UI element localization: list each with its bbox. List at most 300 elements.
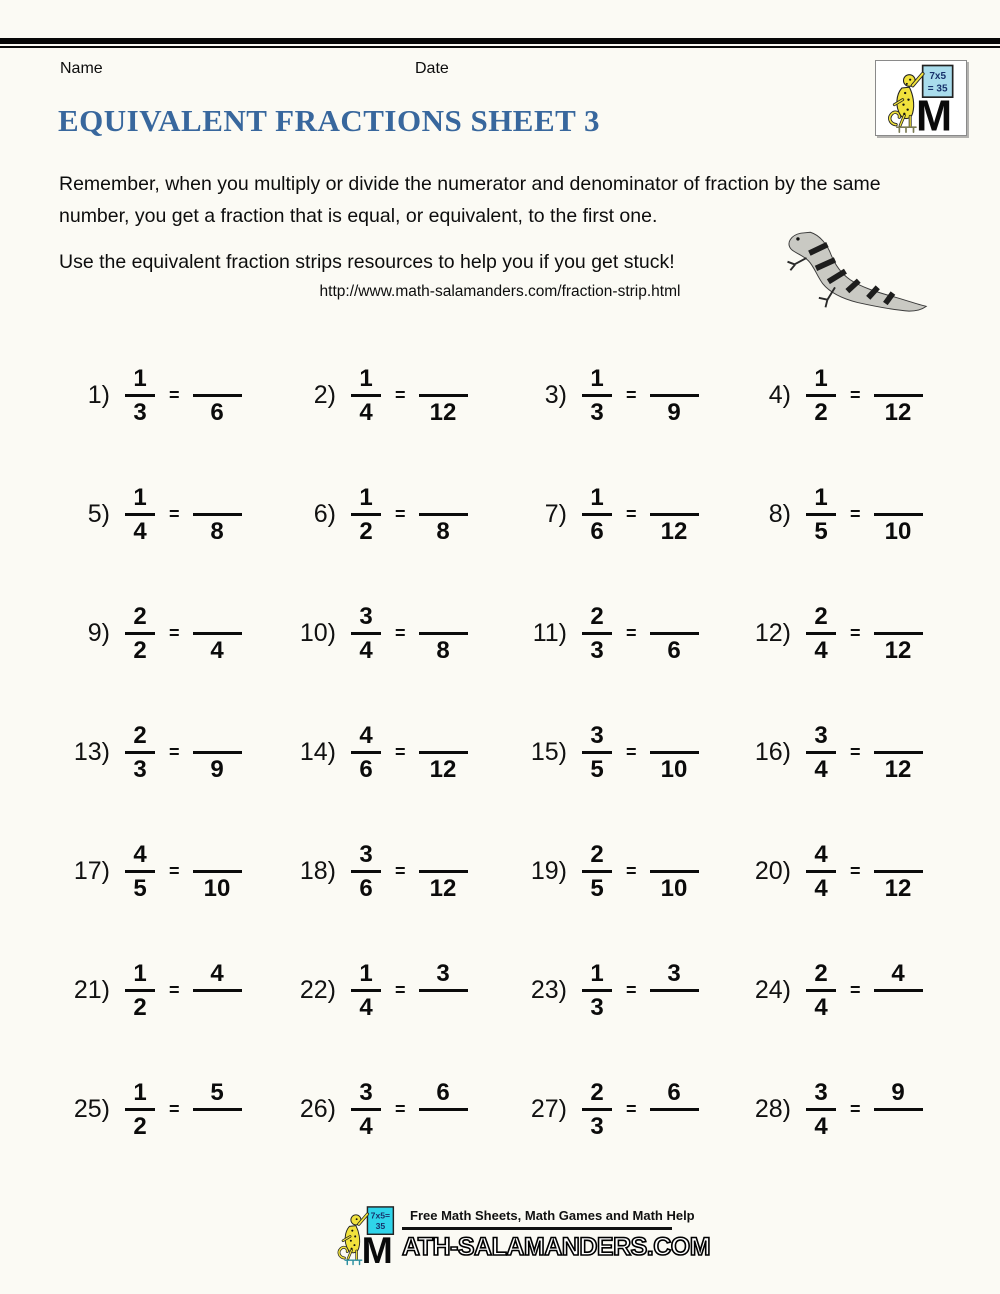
- problem-item: [58, 693, 284, 812]
- problem-label: 23): [530, 976, 567, 1004]
- fraction-bar: [125, 1108, 155, 1111]
- fraction-numerator: 3: [814, 1079, 828, 1106]
- fraction-bar: [125, 751, 155, 754]
- answer-fraction: [193, 1079, 242, 1140]
- problem-item: [515, 1050, 739, 1169]
- problem-label: 19): [530, 857, 567, 885]
- answer-fraction: [193, 365, 242, 426]
- problem-item: [58, 336, 284, 455]
- problem-label: 9): [87, 619, 110, 647]
- answer-fraction: [874, 722, 923, 783]
- given-fraction: [806, 841, 836, 902]
- answer-denominator: 6: [210, 399, 224, 426]
- answer-fraction: [193, 722, 242, 783]
- given-fraction: [582, 841, 612, 902]
- problem-item: [58, 1050, 284, 1169]
- given-fraction: [351, 722, 381, 783]
- problem-label: 16): [754, 738, 791, 766]
- answer-fraction: [419, 722, 468, 783]
- fraction-bar: [806, 989, 836, 992]
- given-fraction: [125, 960, 155, 1021]
- answer-blank-line: [193, 632, 242, 635]
- answer-denominator: 12: [884, 756, 912, 783]
- answer-blank-line: [874, 989, 923, 992]
- answer-blank-line: [419, 751, 468, 754]
- fraction-bar: [582, 632, 612, 635]
- fraction-denominator: 3: [590, 637, 604, 664]
- given-fraction: [351, 365, 381, 426]
- fraction-bar: [806, 1108, 836, 1111]
- problem-item: [58, 574, 284, 693]
- fraction-numerator: 1: [133, 484, 147, 511]
- fraction-bar: [351, 394, 381, 397]
- fraction-denominator: 5: [590, 875, 604, 902]
- page-title: EQUIVALENT FRACTIONS SHEET 3: [58, 103, 601, 138]
- equals-sign: =: [850, 861, 861, 881]
- fraction-bar: [125, 632, 155, 635]
- given-fraction: [806, 365, 836, 426]
- problem-label: 22): [299, 976, 336, 1004]
- fraction-numerator: 2: [133, 603, 147, 630]
- lizard-illustration: [778, 224, 930, 326]
- given-fraction: [125, 365, 155, 426]
- answer-denominator: [671, 1113, 677, 1140]
- fraction-denominator: 2: [814, 399, 828, 426]
- answer-numerator: [671, 484, 677, 511]
- footer-divider: [402, 1227, 672, 1230]
- answer-denominator: 9: [210, 756, 224, 783]
- answer-denominator: [895, 1113, 901, 1140]
- answer-numerator: 3: [667, 960, 681, 987]
- fraction-bar: [582, 394, 612, 397]
- given-fraction: [806, 484, 836, 545]
- instructions-text: Remember, when you multiply or divide the numerator and denominator of fraction by the same number, you get a fraction that is equal, or equivalent, to the first one.: [59, 173, 881, 227]
- fraction-bar: [351, 513, 381, 516]
- answer-numerator: 5: [210, 1079, 224, 1106]
- problem-item: [739, 574, 960, 693]
- answer-numerator: [895, 603, 901, 630]
- equals-sign: =: [169, 742, 180, 762]
- answer-numerator: [214, 603, 220, 630]
- answer-fraction: [193, 841, 242, 902]
- answer-numerator: [214, 484, 220, 511]
- equals-sign: =: [626, 1099, 637, 1119]
- answer-blank-line: [419, 394, 468, 397]
- fraction-bar: [351, 632, 381, 635]
- problem-item: [284, 812, 515, 931]
- answer-numerator: [895, 722, 901, 749]
- answer-blank-line: [193, 870, 242, 873]
- problem-label: 1): [87, 381, 110, 409]
- problem-item: [515, 336, 739, 455]
- fraction-denominator: 5: [133, 875, 147, 902]
- answer-denominator: 8: [436, 518, 450, 545]
- fraction-bar: [582, 989, 612, 992]
- problem-item: [739, 455, 960, 574]
- answer-denominator: 12: [884, 399, 912, 426]
- fraction-bar: [806, 632, 836, 635]
- problem-label: 25): [73, 1095, 110, 1123]
- problem-item: [58, 812, 284, 931]
- equals-sign: =: [850, 504, 861, 524]
- fraction-numerator: 2: [814, 603, 828, 630]
- answer-fraction: [650, 960, 699, 1021]
- answer-numerator: [671, 603, 677, 630]
- fraction-bar: [806, 751, 836, 754]
- fraction-bar: [351, 989, 381, 992]
- fraction-bar: [125, 870, 155, 873]
- fraction-denominator: 2: [133, 994, 147, 1021]
- footer-tagline: Free Math Sheets, Math Games and Math Help: [410, 1208, 695, 1223]
- answer-fraction: [650, 365, 699, 426]
- equals-sign: =: [626, 742, 637, 762]
- answer-blank-line: [650, 751, 699, 754]
- equals-sign: =: [395, 1099, 406, 1119]
- salamander-logo-icon: [878, 63, 964, 133]
- problem-label: 2): [313, 381, 336, 409]
- problem-item: [58, 931, 284, 1050]
- problem-label: 20): [754, 857, 791, 885]
- given-fraction: [806, 722, 836, 783]
- answer-blank-line: [193, 1108, 242, 1111]
- answer-blank-line: [650, 989, 699, 992]
- problem-item: [284, 455, 515, 574]
- fraction-bar: [582, 751, 612, 754]
- answer-numerator: [895, 365, 901, 392]
- fraction-bar: [351, 751, 381, 754]
- fraction-numerator: 1: [814, 484, 828, 511]
- equals-sign: =: [169, 623, 180, 643]
- answer-denominator: 10: [660, 875, 688, 902]
- fraction-denominator: 3: [133, 756, 147, 783]
- answer-blank-line: [419, 870, 468, 873]
- logo-m-letter: M: [916, 92, 953, 133]
- answer-denominator: 10: [884, 518, 912, 545]
- fraction-denominator: 6: [359, 875, 373, 902]
- fraction-numerator: 1: [814, 365, 828, 392]
- footer-board-text-line1: 7x5=: [370, 1210, 391, 1221]
- problem-item: [515, 455, 739, 574]
- answer-fraction: [419, 841, 468, 902]
- answer-denominator: [440, 1113, 446, 1140]
- given-fraction: [351, 1079, 381, 1140]
- fraction-numerator: 1: [590, 484, 604, 511]
- resource-url: http://www.math-salamanders.com/fraction-strip.html: [319, 283, 681, 300]
- fraction-denominator: 5: [590, 756, 604, 783]
- answer-blank-line: [650, 1108, 699, 1111]
- fraction-numerator: 3: [359, 603, 373, 630]
- fraction-denominator: 2: [133, 1113, 147, 1140]
- fraction-numerator: 1: [359, 365, 373, 392]
- problem-label: 21): [73, 976, 110, 1004]
- answer-denominator: 12: [429, 399, 457, 426]
- fraction-numerator: 3: [359, 841, 373, 868]
- fraction-bar: [351, 870, 381, 873]
- problem-label: 12): [754, 619, 791, 647]
- answer-numerator: [671, 841, 677, 868]
- problem-item: [739, 1050, 960, 1169]
- given-fraction: [351, 603, 381, 664]
- given-fraction: [806, 1079, 836, 1140]
- answer-fraction: [650, 841, 699, 902]
- problem-item: [515, 931, 739, 1050]
- answer-blank-line: [874, 1108, 923, 1111]
- fraction-bar: [582, 513, 612, 516]
- problem-item: [515, 693, 739, 812]
- problems-grid: [58, 336, 960, 1169]
- problem-item: [739, 693, 960, 812]
- top-divider: [0, 38, 1000, 48]
- problem-item: [739, 931, 960, 1050]
- problem-label: 8): [768, 500, 791, 528]
- fraction-numerator: 2: [590, 841, 604, 868]
- problem-item: [284, 1050, 515, 1169]
- fraction-numerator: 1: [359, 484, 373, 511]
- fraction-denominator: 4: [814, 875, 828, 902]
- fraction-denominator: 4: [814, 637, 828, 664]
- problem-label: 7): [544, 500, 567, 528]
- problem-item: [515, 574, 739, 693]
- problem-item: [284, 693, 515, 812]
- answer-numerator: [214, 365, 220, 392]
- answer-blank-line: [650, 394, 699, 397]
- equals-sign: =: [395, 504, 406, 524]
- answer-blank-line: [874, 870, 923, 873]
- problem-item: [58, 455, 284, 574]
- answer-denominator: 12: [660, 518, 688, 545]
- answer-fraction: [650, 484, 699, 545]
- logo-board-text-line2: = 35: [927, 83, 948, 95]
- problem-label: 14): [299, 738, 336, 766]
- answer-fraction: [650, 1079, 699, 1140]
- given-fraction: [125, 603, 155, 664]
- fraction-numerator: 4: [359, 722, 373, 749]
- answer-denominator: [895, 994, 901, 1021]
- answer-numerator: 6: [667, 1079, 681, 1106]
- answer-numerator: [895, 484, 901, 511]
- answer-numerator: [440, 365, 446, 392]
- problem-label: 28): [754, 1095, 791, 1123]
- equals-sign: =: [395, 385, 406, 405]
- answer-fraction: [193, 484, 242, 545]
- equals-sign: =: [850, 742, 861, 762]
- problem-label: 5): [87, 500, 110, 528]
- answer-numerator: [440, 722, 446, 749]
- fraction-denominator: 3: [590, 399, 604, 426]
- answer-numerator: [671, 722, 677, 749]
- answer-denominator: 8: [210, 518, 224, 545]
- fraction-denominator: 6: [359, 756, 373, 783]
- equals-sign: =: [626, 861, 637, 881]
- answer-numerator: 3: [436, 960, 450, 987]
- fraction-bar: [806, 870, 836, 873]
- problem-label: 11): [532, 619, 567, 647]
- answer-numerator: [440, 484, 446, 511]
- equals-sign: =: [169, 980, 180, 1000]
- equals-sign: =: [626, 980, 637, 1000]
- problem-label: 26): [299, 1095, 336, 1123]
- fraction-numerator: 1: [133, 1079, 147, 1106]
- answer-blank-line: [874, 513, 923, 516]
- fraction-bar: [125, 989, 155, 992]
- fraction-bar: [125, 513, 155, 516]
- fraction-denominator: 4: [814, 756, 828, 783]
- answer-numerator: 9: [891, 1079, 905, 1106]
- answer-fraction: [650, 722, 699, 783]
- problem-item: [739, 336, 960, 455]
- given-fraction: [582, 603, 612, 664]
- given-fraction: [351, 960, 381, 1021]
- fraction-denominator: 4: [359, 994, 373, 1021]
- problem-label: 27): [530, 1095, 567, 1123]
- problem-label: 15): [530, 738, 567, 766]
- given-fraction: [806, 960, 836, 1021]
- answer-blank-line: [650, 870, 699, 873]
- answer-denominator: [214, 1113, 220, 1140]
- answer-numerator: 6: [436, 1079, 450, 1106]
- fraction-denominator: 4: [814, 994, 828, 1021]
- given-fraction: [351, 484, 381, 545]
- equals-sign: =: [626, 623, 637, 643]
- fraction-numerator: 1: [133, 365, 147, 392]
- answer-denominator: 12: [429, 756, 457, 783]
- answer-fraction: [419, 960, 468, 1021]
- equals-sign: =: [169, 504, 180, 524]
- answer-denominator: 8: [436, 637, 450, 664]
- fraction-numerator: 1: [590, 365, 604, 392]
- given-fraction: [125, 841, 155, 902]
- answer-fraction: [193, 603, 242, 664]
- fraction-denominator: 2: [359, 518, 373, 545]
- fraction-numerator: 2: [133, 722, 147, 749]
- answer-numerator: [440, 603, 446, 630]
- answer-blank-line: [874, 394, 923, 397]
- fraction-bar: [582, 1108, 612, 1111]
- fraction-denominator: 4: [814, 1113, 828, 1140]
- answer-numerator: [671, 365, 677, 392]
- equals-sign: =: [169, 861, 180, 881]
- fraction-bar: [806, 513, 836, 516]
- fraction-denominator: 4: [133, 518, 147, 545]
- answer-numerator: [214, 841, 220, 868]
- hint-text: Use the equivalent fraction strips resources to help you if you get stuck!: [59, 251, 675, 273]
- answer-numerator: 4: [891, 960, 905, 987]
- footer: [330, 1198, 711, 1272]
- footer-site-name: ATH-SALAMANDERS.COM: [402, 1233, 711, 1261]
- answer-fraction: [874, 603, 923, 664]
- answer-blank-line: [874, 751, 923, 754]
- problem-item: [739, 812, 960, 931]
- problem-label: 3): [544, 381, 567, 409]
- answer-numerator: [214, 722, 220, 749]
- equals-sign: =: [850, 385, 861, 405]
- answer-blank-line: [193, 513, 242, 516]
- fraction-numerator: 3: [590, 722, 604, 749]
- equals-sign: =: [395, 980, 406, 1000]
- answer-denominator: [440, 994, 446, 1021]
- answer-fraction: [419, 603, 468, 664]
- answer-blank-line: [419, 1108, 468, 1111]
- header-logo: [875, 60, 967, 136]
- answer-denominator: 12: [884, 637, 912, 664]
- equals-sign: =: [169, 1099, 180, 1119]
- name-label: Name: [60, 60, 103, 77]
- problem-label: 13): [73, 738, 110, 766]
- given-fraction: [582, 960, 612, 1021]
- fraction-denominator: 3: [133, 399, 147, 426]
- given-fraction: [806, 603, 836, 664]
- problem-item: [284, 336, 515, 455]
- fraction-numerator: 2: [590, 603, 604, 630]
- problem-item: [515, 812, 739, 931]
- answer-fraction: [874, 841, 923, 902]
- answer-numerator: [440, 841, 446, 868]
- logo-board-text-line1: 7x5: [929, 70, 947, 82]
- fraction-numerator: 3: [814, 722, 828, 749]
- answer-fraction: [193, 960, 242, 1021]
- footer-logo-icon: [330, 1198, 402, 1272]
- answer-blank-line: [419, 989, 468, 992]
- answer-denominator: [214, 994, 220, 1021]
- equals-sign: =: [850, 980, 861, 1000]
- answer-fraction: [650, 603, 699, 664]
- fraction-denominator: 6: [590, 518, 604, 545]
- equals-sign: =: [626, 504, 637, 524]
- equals-sign: =: [395, 742, 406, 762]
- footer-board-text-line2: 35: [375, 1221, 386, 1232]
- fraction-bar: [351, 1108, 381, 1111]
- equals-sign: =: [395, 623, 406, 643]
- answer-fraction: [419, 1079, 468, 1140]
- answer-denominator: 9: [667, 399, 681, 426]
- fraction-denominator: 4: [359, 637, 373, 664]
- fraction-numerator: 1: [359, 960, 373, 987]
- given-fraction: [125, 484, 155, 545]
- given-fraction: [351, 841, 381, 902]
- fraction-numerator: 2: [590, 1079, 604, 1106]
- problem-label: 17): [73, 857, 110, 885]
- answer-denominator: 12: [884, 875, 912, 902]
- footer-text-block: [402, 1198, 711, 1262]
- answer-blank-line: [650, 632, 699, 635]
- fraction-bar: [806, 394, 836, 397]
- fraction-numerator: 3: [359, 1079, 373, 1106]
- answer-fraction: [874, 1079, 923, 1140]
- fraction-denominator: 4: [359, 399, 373, 426]
- answer-fraction: [874, 484, 923, 545]
- fraction-numerator: 1: [133, 960, 147, 987]
- answer-denominator: 6: [667, 637, 681, 664]
- answer-blank-line: [193, 751, 242, 754]
- answer-blank-line: [650, 513, 699, 516]
- equals-sign: =: [850, 1099, 861, 1119]
- problem-item: [284, 931, 515, 1050]
- problem-label: 24): [754, 976, 791, 1004]
- equals-sign: =: [850, 623, 861, 643]
- given-fraction: [582, 722, 612, 783]
- answer-fraction: [419, 484, 468, 545]
- fraction-denominator: 3: [590, 994, 604, 1021]
- answer-numerator: [895, 841, 901, 868]
- answer-denominator: [671, 994, 677, 1021]
- equals-sign: =: [395, 861, 406, 881]
- fraction-denominator: 3: [590, 1113, 604, 1140]
- given-fraction: [582, 1079, 612, 1140]
- problem-label: 6): [313, 500, 336, 528]
- given-fraction: [582, 365, 612, 426]
- given-fraction: [582, 484, 612, 545]
- answer-blank-line: [193, 989, 242, 992]
